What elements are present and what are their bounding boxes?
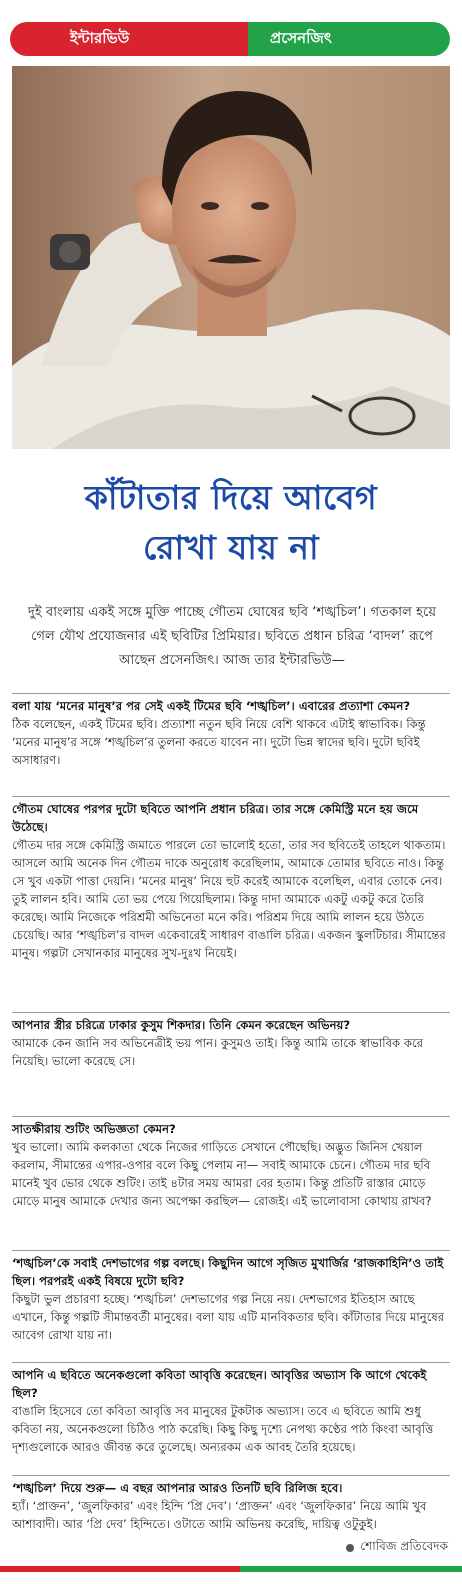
answer: ঠিক বলেছেন, একই টিমের ছবি। প্রত্যাশা নতুন ছবি নিয়ে বেশি থাকবে এটাই স্বাভাবিক। কিন্তু ‘মনের মানুষ’র সঙ্গে ‘শঙ্খচিল’র তুলনা করতে যাবেন না। দুটো ভিন্ন স্বাদের ছবি। দুটো ছবিই অসাধারণ। (12, 717, 426, 767)
divider (12, 693, 450, 694)
divider (12, 1475, 450, 1476)
question: বলা যায় ‘মনের মানুষ’র পর সেই একই টিমের ছবি ‘শঙ্খচিল’। এবারের প্রত্যাশা কেমন? (12, 699, 411, 713)
portrait-photo (12, 66, 450, 449)
question: ‘শঙ্খচিল’কে সবাই দেশভাগের গল্প বলছে। কিছুদিন আগে সৃজিত মুখার্জির ‘রাজকাহিনি’ও তাই ছিল। পরপরই একই বিষয়ে দুটো ছবি? (12, 1256, 444, 1288)
answer: বাঙালি হিসেবে তো কবিতা আবৃত্তি সব মানুষের টুকটাক অভ্যাস। তবে এ ছবিতে আমি শুধু কবিতা নয়, অনেকগুলো চিঠিও পাঠ করেছি। কিছু কিছু দৃশ্যে নেপথ্য কণ্ঠের পাঠ কিংবা আবৃত্তি দৃশ্যগুলোকে আরও জীবন্ত করে তুলেছে। অন্যরকম এক আবহ তৈরি হয়েছে। (12, 1404, 434, 1454)
qa-block-6 (12, 1362, 450, 1456)
byline-text: শোবিজ প্রতিবেদক (360, 1539, 448, 1553)
headline (10, 473, 452, 573)
divider (12, 1012, 450, 1013)
qa-block-3 (12, 1012, 450, 1070)
question: ‘শঙ্খচিল’ দিয়ে শুরু— এ বছর আপনার আরও তিনটি ছবি রিলিজ হবে। (12, 1481, 343, 1495)
headline-line-2: রোখা যায় না (142, 528, 320, 567)
question: আপনি এ ছবিতে অনেকগুলো কবিতা আবৃত্তি করেছেন। আবৃত্তির অভ্যাস কি আগে থেকেই ছিল? (12, 1368, 427, 1400)
divider (12, 1362, 450, 1363)
lead-paragraph: দুই বাংলায় একই সঙ্গে মুক্তি পাচ্ছে গৌতম ঘোষের ছবি ‘শঙ্খচিল’। গতকাল হয়ে গেল যৌথ প্রযোজনার এই ছবিটির প্রিমিয়ার। ছবিতে প্রধান চরিত্র ‘বাদল’ রূপে আছেন প্রসেনজিৎ। আজ তার ইন্টারভিউ— (27, 605, 437, 668)
qa-block-7 (12, 1475, 450, 1533)
qa-block-5 (12, 1250, 450, 1344)
answer: হ্যাঁ। ‘প্রাক্তন’, ‘জুলফিকার’ এবং হিন্দি ‘প্রি দেব’। ‘প্রাক্তন’ এবং ‘জুলফিকার’ নিয়ে আমি খুব আশাবাদী। আর ‘প্রি দেব’ হিন্দিতে। ওটাতে আমি অভিনয় করেছি, দায়িত্ব ওটুকুই। (12, 1499, 427, 1531)
answer: গৌতম দার সঙ্গে কেমিস্ট্রি জমাতে পারলে তো ভালোই হতো, তার সব ছবিতেই তাহলে থাকতাম। আসলে আমি অনেক দিন গৌতম দাকে অনুরোধ করেছিলাম, আমাকে তোমার ছবিতে নাও। কিন্তু সে খুব একটা পাত্তা দেয়নি। ‘মনের মানুষ’ নিয়ে হুট করেই আমাকে বলেছিল, এবার তোকে নেব। তুই লালন হবি। আমি তো ভয় পেয়ে গিয়েছিলাম। কিন্তু দাদা আমাকে একটু একটু করে তৈরি করেছে। আমি নিজেকে পরিশ্রমী অভিনেতা মনে করি। পরিশ্রম দিয়ে আমি লালন হয়ে উঠতে চেয়েছি। আর ‘শঙ্খচিল’র বাদল একেবারেই সাধারণ বাঙালি চরিত্র। একজন স্কুলটিচার। সীমান্তের মানুষ। গল্পটা সেখানকার মানুষের সুখ-দুঃখ নিয়েই। (12, 838, 446, 960)
footer-bar-green (240, 1566, 462, 1572)
qa-block-2 (12, 796, 450, 962)
qa-block-4 (12, 1116, 450, 1210)
question: আপনার স্ত্রীর চরিত্রে ঢাকার কুসুম শিকদার। তিনি কেমন করেছেন অভিনয়? (12, 1018, 351, 1032)
bullet-icon (346, 1544, 354, 1552)
question: সাতক্ষীরায় শুটিং অভিজ্ঞতা কেমন? (12, 1122, 176, 1136)
answer: কিছুটা ভুল প্রচারণা হচ্ছে। ‘শঙ্খচিল’ দেশভাগের গল্প নিয়ে নয়। দেশভাগের ইতিহাস আছে এখানে, কিন্তু গল্পটি সীমান্তবর্তী মানুষের। বলা যায় এটি মানবিকতার ছবি। কাঁটাতার দিয়ে মানুষের আবেগ রোখা যায় না। (12, 1292, 445, 1342)
byline (346, 1538, 448, 1558)
answer: আমাকে কেন জানি সব অভিনেত্রীই ভয় পান। কুসুমও তাই। কিন্তু আমি তাকে স্বাভাবিক করে নিয়েছি। ভালো করেছে সে। (12, 1036, 423, 1068)
footer-bar-red (0, 1566, 240, 1572)
divider (12, 796, 450, 797)
interviewee-label: প্রসেনজিৎ (248, 22, 450, 56)
divider (12, 1116, 450, 1117)
answer: খুব ভালো। আমি কলকাতা থেকে নিজের গাড়িতে সেখানে পৌছেছি। অদ্ভুত জিনিস খেয়াল করলাম, সীমান্তের এপার-ওপার বলে কিছু পেলাম না— সবাই আমাকে চেনে। গৌতম দার ছবি মানেই খুব ভোর থেকে শুটিং। তাই ৪টার সময় আমরা বের হতাম। কিন্তু প্রতিটি রাস্তার মোড়ে মোড়ে মানুষ আমাকে দেখার জন্য অপেক্ষা করছিল— রোজই। এই ভালোবাসা কোথায় রাখব? (12, 1140, 432, 1208)
question: গৌতম ঘোষের পরপর দুটো ছবিতে আপনি প্রধান চরিত্র। তার সঙ্গে কেমিস্ট্রি মনে হয় জমে উঠেছে। (12, 802, 419, 834)
footer-color-bar (0, 1566, 462, 1572)
section-header-bar (10, 22, 450, 56)
divider (12, 1250, 450, 1251)
section-label: ইন্টারভিউ (10, 22, 248, 56)
qa-block-1 (12, 693, 450, 769)
headline-line-1: কাঁটাতার দিয়ে আবেগ (84, 478, 378, 517)
